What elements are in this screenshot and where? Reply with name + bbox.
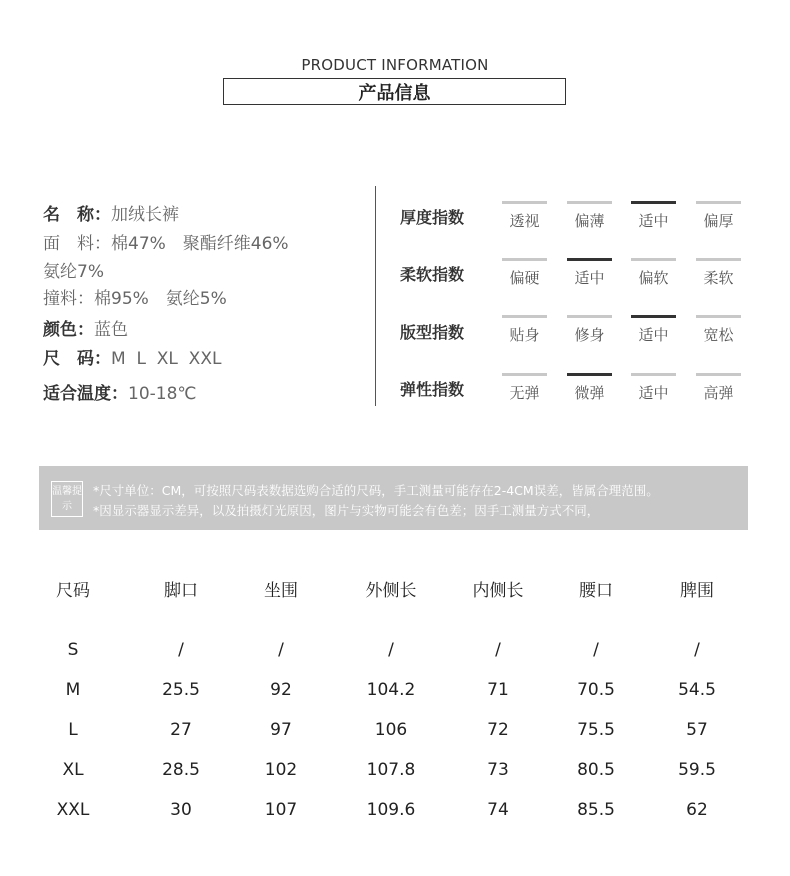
- info-temp-value: 10-18℃: [128, 384, 197, 404]
- table-row-size: XXL: [56, 800, 90, 820]
- notice-box: [39, 466, 748, 530]
- index-option: [567, 315, 612, 345]
- index-bar: [502, 201, 547, 204]
- info-temp-label: 适合温度：: [43, 384, 128, 404]
- index-bar: [696, 201, 741, 204]
- table-cell: /: [178, 640, 184, 660]
- index-option-selected: [631, 315, 676, 345]
- info-fabric-cont: 氨纶7%: [43, 262, 104, 282]
- section-title-en: PRODUCT INFORMATION: [301, 56, 489, 74]
- index-option: [502, 315, 547, 345]
- index-option-selected: [631, 201, 676, 231]
- index-option-label: 适中: [638, 384, 669, 402]
- index-option-label: 宽松: [703, 326, 734, 344]
- table-cell: 74: [487, 800, 509, 820]
- index-bar: [567, 373, 612, 376]
- info-size-value: M L XL XXL: [111, 349, 222, 369]
- info-size: [43, 344, 221, 369]
- table-row-size: S: [67, 640, 79, 660]
- section-title-cn: 产品信息: [223, 78, 566, 105]
- table-cell: 54.5: [678, 680, 716, 700]
- index-option-selected: [567, 373, 612, 403]
- info-lining: [43, 284, 227, 309]
- vertical-divider: [375, 186, 376, 406]
- table-header: 内侧长: [472, 581, 524, 601]
- table-row-size: M: [65, 680, 81, 700]
- table-header: 外侧长: [365, 581, 417, 601]
- index-bar: [567, 201, 612, 204]
- info-lining-value: 棉95% 氨纶5%: [94, 289, 227, 309]
- info-fabric: [43, 229, 289, 254]
- index-option-label: 偏软: [638, 269, 669, 287]
- index-option-label: 高弹: [703, 384, 734, 402]
- index-option-label: 贴身: [509, 326, 540, 344]
- table-cell: 57: [686, 720, 708, 740]
- info-name-label: 名 称：: [43, 205, 111, 225]
- index-option-label: 适中: [638, 326, 669, 344]
- index-option-selected: [567, 258, 612, 288]
- index-bar: [502, 315, 547, 318]
- info-temp: [43, 379, 197, 404]
- index-option: [696, 201, 741, 231]
- index-label: 弹性指数: [400, 380, 465, 399]
- table-header: 脚口: [164, 581, 198, 601]
- table-cell: 73: [487, 760, 509, 780]
- table-cell: /: [278, 640, 284, 660]
- index-bar: [631, 373, 676, 376]
- index-option: [696, 373, 741, 403]
- table-cell: 102: [264, 760, 298, 780]
- index-option: [696, 315, 741, 345]
- index-option-label: 适中: [638, 212, 669, 230]
- table-cell: /: [388, 640, 394, 660]
- info-name-value: 加绒长裤: [111, 205, 179, 225]
- index-bar: [696, 258, 741, 261]
- index-bar: [631, 201, 676, 204]
- table-cell: /: [495, 640, 501, 660]
- table-cell: 107.8: [366, 760, 416, 780]
- index-bar: [631, 315, 676, 318]
- notice-tag: 温馨提示: [51, 481, 83, 517]
- table-cell: 71: [487, 680, 509, 700]
- table-cell: 27: [170, 720, 192, 740]
- table-cell: 59.5: [678, 760, 716, 780]
- index-option-label: 适中: [574, 269, 605, 287]
- table-cell: 70.5: [577, 680, 615, 700]
- info-fabric-value: 棉47% 聚酯纤维46%: [111, 234, 289, 254]
- table-cell: 80.5: [577, 760, 615, 780]
- info-size-label: 尺 码：: [43, 349, 111, 369]
- table-row-size: L: [68, 720, 78, 740]
- index-label: 柔软指数: [400, 265, 465, 284]
- index-option-label: 无弹: [509, 384, 540, 402]
- table-header: 腰口: [579, 581, 613, 601]
- index-option-label: 柔软: [703, 269, 734, 287]
- info-color-value: 蓝色: [94, 320, 128, 340]
- index-option: [631, 258, 676, 288]
- index-option-label: 偏厚: [703, 212, 734, 230]
- table-cell: /: [593, 640, 599, 660]
- index-option-label: 微弹: [574, 384, 605, 402]
- index-option: [502, 258, 547, 288]
- table-cell: 72: [487, 720, 509, 740]
- index-option-label: 修身: [574, 326, 605, 344]
- index-bar: [696, 315, 741, 318]
- index-bar: [631, 258, 676, 261]
- info-color: [43, 315, 128, 340]
- table-cell: /: [694, 640, 700, 660]
- table-cell: 106: [374, 720, 408, 740]
- info-fabric-label: 面 料：: [43, 234, 111, 254]
- table-cell: 92: [270, 680, 292, 700]
- index-bar: [567, 258, 612, 261]
- index-option-label: 透视: [509, 212, 540, 230]
- info-lining-label: 撞料：: [43, 289, 94, 309]
- table-header: 坐围: [264, 581, 298, 601]
- index-bar: [567, 315, 612, 318]
- info-name: [43, 200, 179, 225]
- table-cell: 62: [686, 800, 708, 820]
- table-header: 尺码: [56, 581, 90, 601]
- index-option: [502, 373, 547, 403]
- table-cell: 104.2: [366, 680, 416, 700]
- index-label: 厚度指数: [400, 208, 465, 227]
- notice-line-2: *因显示器显示差异，以及拍摄灯光原因，图片与实物可能会有色差；因手工测量方式不同，: [93, 503, 600, 518]
- index-option: [567, 201, 612, 231]
- table-cell: 85.5: [577, 800, 615, 820]
- table-cell: 109.6: [366, 800, 416, 820]
- table-cell: 75.5: [577, 720, 615, 740]
- index-bar: [696, 373, 741, 376]
- index-bar: [502, 258, 547, 261]
- table-cell: 28.5: [162, 760, 200, 780]
- notice-line-1: *尺寸单位：CM，可按照尺码表数据选购合适的尺码，手工测量可能存在2-4CM误差，皆属合理范围。: [93, 483, 659, 498]
- table-cell: 107: [264, 800, 298, 820]
- index-option: [696, 258, 741, 288]
- table-header: 脾围: [680, 581, 714, 601]
- index-label: 版型指数: [400, 323, 465, 342]
- table-cell: 97: [270, 720, 292, 740]
- index-option: [631, 373, 676, 403]
- table-cell: 30: [170, 800, 192, 820]
- table-row-size: XL: [62, 760, 84, 780]
- index-option: [502, 201, 547, 231]
- index-option-label: 偏薄: [574, 212, 605, 230]
- table-cell: 25.5: [162, 680, 200, 700]
- info-color-label: 颜色：: [43, 320, 94, 340]
- index-option-label: 偏硬: [509, 269, 540, 287]
- index-bar: [502, 373, 547, 376]
